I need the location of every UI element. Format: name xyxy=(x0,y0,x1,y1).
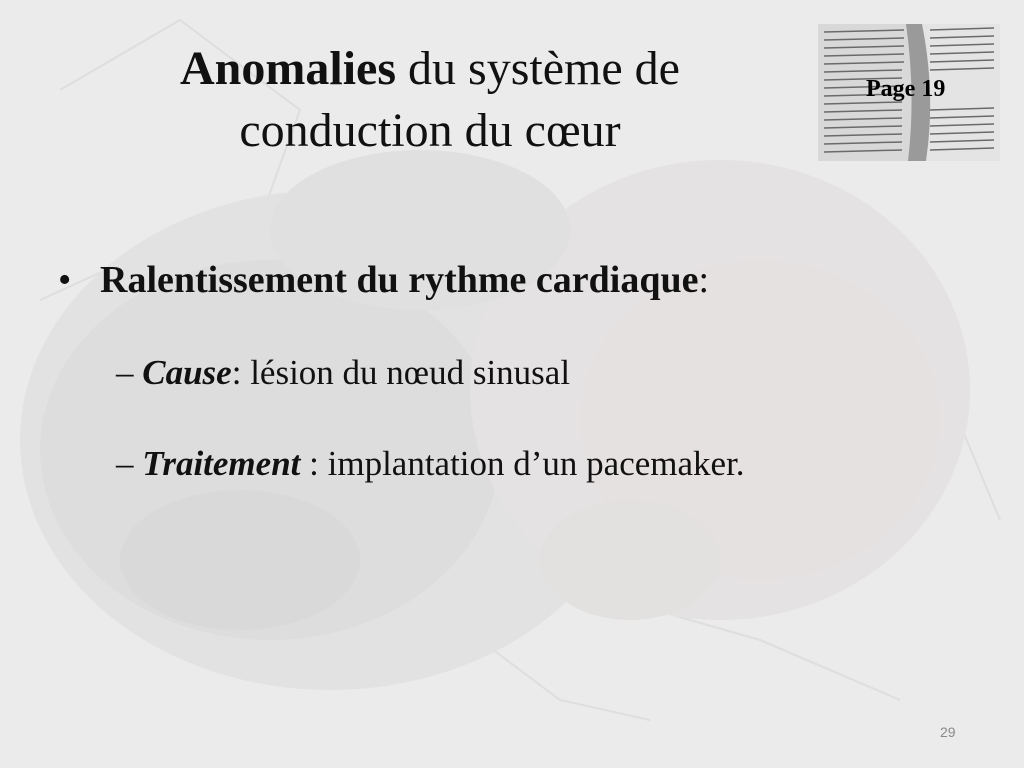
sub-bullet-text: : lésion du nœud sinusal xyxy=(231,353,571,392)
title-line-2: conduction du cœur xyxy=(239,104,621,157)
title-bold: Anomalies xyxy=(180,42,397,95)
sub-bullet-treatment xyxy=(116,441,745,487)
slide-title xyxy=(110,38,750,162)
sub-bullet-cause xyxy=(116,350,570,396)
sub-bullet-term: Cause xyxy=(142,353,232,392)
bullet-dot: • xyxy=(58,259,72,301)
sub-bullet-dash: – xyxy=(116,444,134,483)
sub-bullet-dash: – xyxy=(116,353,134,392)
book-page-label: Page 19 xyxy=(866,76,946,102)
bullet-main-text: Ralentissement du rythme cardiaque xyxy=(100,259,699,301)
bullet-main xyxy=(58,254,709,306)
bullet-main-suffix: : xyxy=(698,259,710,301)
title-rest: du système de xyxy=(396,42,680,95)
sub-bullet-text: : implantation d’un pacemaker. xyxy=(300,444,745,483)
slide-number: 29 xyxy=(940,724,956,740)
sub-bullet-term: Traitement xyxy=(142,444,301,483)
